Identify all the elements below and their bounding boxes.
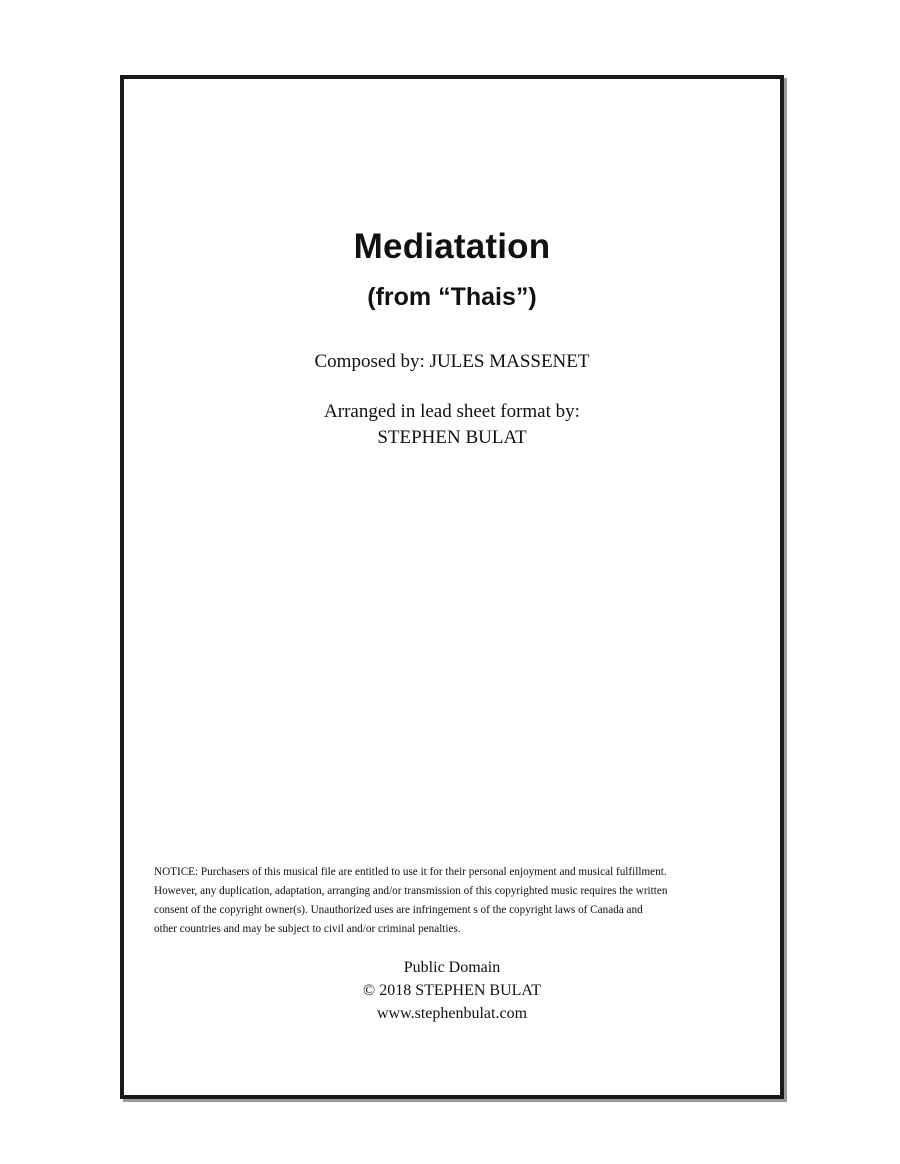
arranger-label: Arranged in lead sheet format by: [324, 401, 580, 422]
footer-credits [124, 956, 780, 1025]
notice-line: consent of the copyright owner(s). Unauthorized uses are infringement s of the copyright laws of Canada and [154, 904, 643, 916]
composer-credit [124, 351, 780, 373]
notice-line: However, any duplication, adaptation, arranging and/or transmission of this copyrighted music requires the written [154, 885, 668, 897]
copyright-line: © 2018 STEPHEN BULAT [363, 982, 541, 999]
arranger-name: STEPHEN BULAT [377, 427, 527, 448]
website-text: www.stephenbulat.com [376, 1005, 528, 1022]
composer-name: JULES MASSENET [429, 351, 590, 372]
notice-line: NOTICE: Purchasers of this musical file are entitled to use it for their personal enjoyment and musical fulfillment. [154, 866, 667, 878]
license-text: Public Domain [403, 959, 501, 976]
copyright-notice [154, 863, 754, 939]
composer-label: Composed by: [314, 351, 425, 372]
page-subtitle: (from “Thais”) [367, 283, 537, 311]
page-title: Mediatation [353, 227, 551, 266]
cover-page-frame [120, 75, 784, 1099]
notice-line: other countries and may be subject to civil and/or criminal penalties. [154, 923, 461, 935]
arranger-credit [124, 399, 780, 451]
